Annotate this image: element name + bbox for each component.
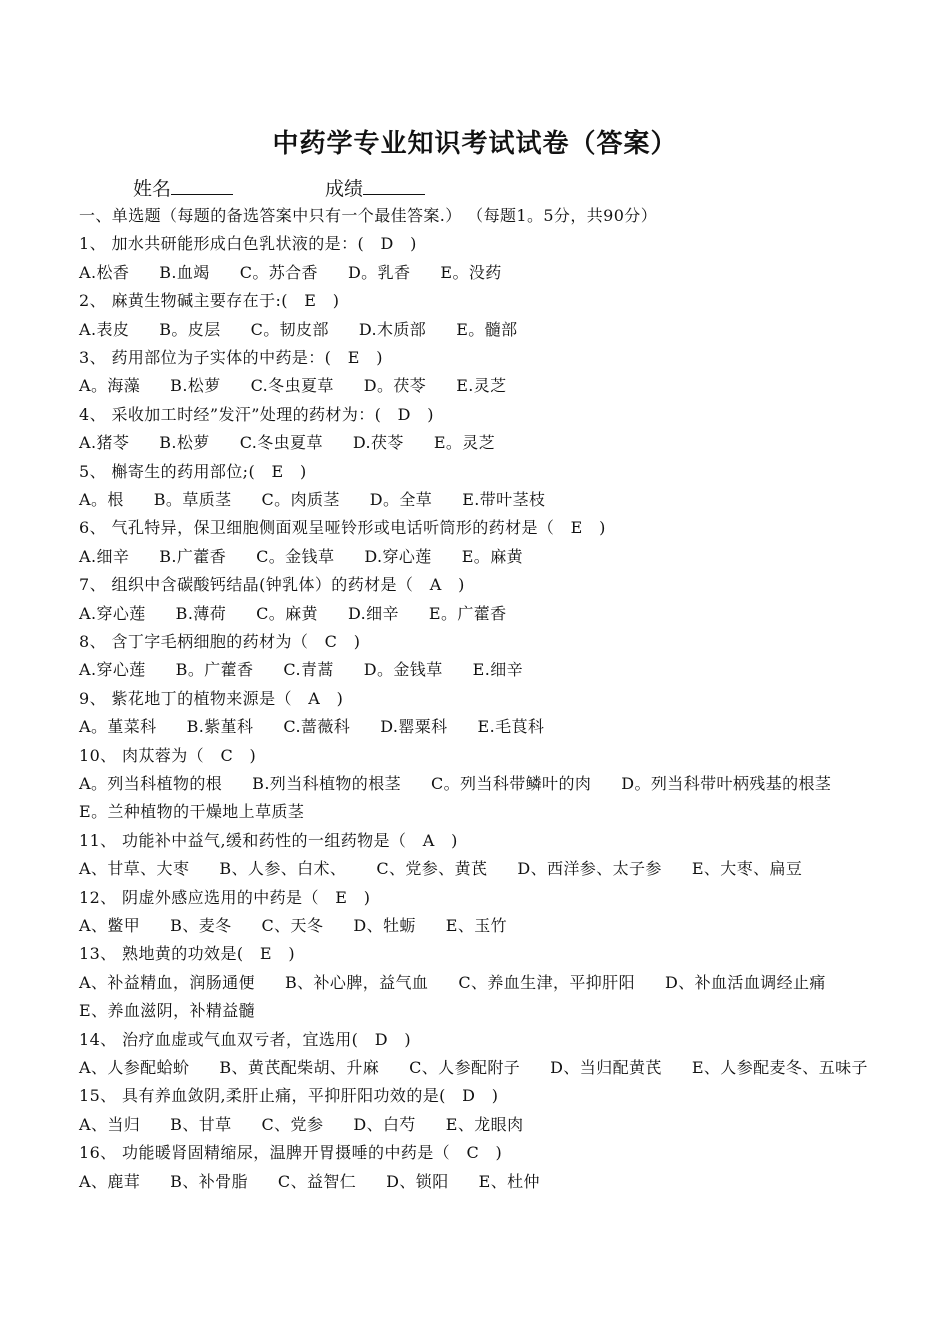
question-text: 3、 药用部位为子实体的中药是：( E ) bbox=[79, 347, 383, 367]
answer-option: D。列当科带叶柄残基的根茎 bbox=[621, 773, 832, 793]
question-text: 8、 含丁字毛柄细胞的药材为（ C ) bbox=[79, 631, 361, 651]
answer-options bbox=[79, 713, 877, 741]
answer-options bbox=[79, 600, 877, 628]
answer-option: A.穿心莲 bbox=[79, 603, 146, 623]
answer-option: C、人参配附子 bbox=[409, 1057, 521, 1077]
answer-option: C.蔷薇科 bbox=[283, 717, 351, 737]
answer-options bbox=[79, 969, 877, 1026]
answer-option: E。广藿香 bbox=[428, 603, 507, 623]
answer-option: D.穿心莲 bbox=[364, 546, 432, 566]
answer-option: C、益智仁 bbox=[277, 1171, 357, 1191]
answer-option: D、白芍 bbox=[353, 1114, 416, 1134]
answer-option: E、玉竹 bbox=[445, 915, 508, 935]
answer-options bbox=[79, 1054, 877, 1082]
answer-option: C、养血生津，平抑肝阳 bbox=[458, 972, 635, 992]
question-text: 7、 组织中含碳酸钙结晶(钟乳体）的药材是（ A ) bbox=[79, 575, 465, 595]
answer-option: A.细辛 bbox=[79, 546, 130, 566]
answer-option: E、大枣、扁豆 bbox=[691, 859, 803, 879]
answer-option: B、补骨脂 bbox=[170, 1171, 248, 1191]
answer-option: C、党参、黄芪 bbox=[376, 859, 488, 879]
answer-option: B.紫堇科 bbox=[186, 717, 254, 737]
answer-option: D.茯苓 bbox=[352, 433, 404, 453]
answer-option: D。茯苓 bbox=[363, 376, 427, 396]
answer-option: B.血竭 bbox=[159, 262, 210, 282]
answer-options bbox=[79, 912, 877, 940]
question-text: 2、 麻黄生物碱主要存在于:( E ) bbox=[79, 291, 340, 311]
answer-option: C。苏合香 bbox=[239, 262, 318, 282]
answer-option: E。麻黄 bbox=[461, 546, 523, 566]
answer-option: E。没药 bbox=[440, 262, 502, 282]
answer-option: A.表皮 bbox=[79, 319, 130, 339]
answer-option: A、鹿茸 bbox=[79, 1171, 141, 1191]
answer-option: C、天冬 bbox=[261, 915, 324, 935]
answer-option: C。韧皮部 bbox=[250, 319, 329, 339]
question-text: 5、 槲寄生的药用部位;( E ) bbox=[79, 461, 307, 481]
answer-options bbox=[79, 543, 877, 571]
question-text: 4、 采收加工时经”发汗”处理的药材为：( D ) bbox=[79, 404, 434, 424]
answer-option: A.猪苓 bbox=[79, 433, 130, 453]
answer-option: A。堇菜科 bbox=[79, 717, 157, 737]
answer-option: D.罂粟科 bbox=[380, 717, 448, 737]
answer-option: B。皮层 bbox=[159, 319, 221, 339]
answer-option: E、养血滋阴，补精益髓 bbox=[79, 1001, 256, 1021]
answer-options bbox=[79, 1111, 877, 1139]
answer-option: B.松萝 bbox=[170, 376, 221, 396]
answer-option: C.冬虫夏草 bbox=[250, 376, 334, 396]
answer-option: B。广藿香 bbox=[175, 660, 254, 680]
name-score-row bbox=[133, 175, 425, 203]
question-list bbox=[79, 202, 877, 1196]
answer-option: A.穿心莲 bbox=[79, 660, 146, 680]
answer-options bbox=[79, 372, 877, 400]
answer-option: D、当归配黄芪 bbox=[550, 1057, 662, 1077]
answer-option: E、龙眼肉 bbox=[445, 1114, 524, 1134]
answer-option: C。列当科带鳞叶的肉 bbox=[431, 773, 592, 793]
answer-option: B。草质茎 bbox=[153, 489, 232, 509]
answer-option: B.广藿香 bbox=[159, 546, 227, 566]
answer-option: A、甘草、大枣 bbox=[79, 859, 190, 879]
answer-options bbox=[79, 259, 877, 287]
answer-option: D。乳香 bbox=[347, 262, 411, 282]
answer-option: C、党参 bbox=[261, 1114, 324, 1134]
answer-option: D。全草 bbox=[369, 489, 433, 509]
answer-option: B、黄芪配柴胡、升麻 bbox=[219, 1057, 380, 1077]
answer-option: E.带叶茎枝 bbox=[462, 489, 546, 509]
answer-option: B、人参、白术、 bbox=[219, 859, 347, 879]
question-text: 1、 加水共研能形成白色乳状液的是：( D ) bbox=[79, 234, 417, 254]
question-text: 15、 具有养血敛阴,柔肝止痛，平抑肝阳功效的是( D ) bbox=[79, 1086, 499, 1106]
answer-option: C.冬虫夏草 bbox=[239, 433, 323, 453]
answer-option: B、甘草 bbox=[170, 1114, 232, 1134]
answer-option: A。海藻 bbox=[79, 376, 141, 396]
answer-option: A。列当科植物的根 bbox=[79, 773, 223, 793]
answer-options bbox=[79, 855, 877, 883]
answer-option: A、补益精血，润肠通便 bbox=[79, 972, 255, 992]
answer-option: B、麦冬 bbox=[170, 915, 232, 935]
question-text: 6、 气孔特异，保卫细胞侧面观呈哑铃形或电话听筒形的药材是（ E ) bbox=[79, 518, 606, 538]
answer-option: E。髓部 bbox=[456, 319, 518, 339]
answer-option: E。灵芝 bbox=[433, 433, 496, 453]
answer-option: D、牡蛎 bbox=[353, 915, 416, 935]
answer-option: C.青蒿 bbox=[283, 660, 334, 680]
answer-option: C。麻黄 bbox=[256, 603, 318, 623]
score-blank[interactable] bbox=[363, 176, 425, 195]
answer-option: E。兰种植物的干燥地上草质茎 bbox=[79, 802, 305, 822]
question-text: 14、 治疗血虚或气血双亏者，宜选用( D ) bbox=[79, 1029, 411, 1049]
answer-option: A.松香 bbox=[79, 262, 130, 282]
answer-option: A、鳖甲 bbox=[79, 915, 141, 935]
answer-option: E.毛茛科 bbox=[477, 717, 545, 737]
answer-option: D、西洋参、太子参 bbox=[517, 859, 662, 879]
name-label: 姓名 bbox=[133, 178, 172, 200]
answer-option: E.细辛 bbox=[472, 660, 523, 680]
answer-option: D.木质部 bbox=[358, 319, 427, 339]
answer-option: C。金钱草 bbox=[256, 546, 335, 566]
section-heading: 一、单选题（每题的备选答案中只有一个最佳答案.） （每题1。5分，共90分） bbox=[79, 206, 658, 225]
page-title: 中药学专业知识考试试卷（答案） bbox=[272, 129, 678, 159]
answer-option: A、当归 bbox=[79, 1114, 141, 1134]
answer-options bbox=[79, 486, 877, 514]
answer-option: A、人参配蛤蚧 bbox=[79, 1057, 190, 1077]
answer-option: B、补心脾，益气血 bbox=[284, 972, 429, 992]
answer-option: D.细辛 bbox=[347, 603, 399, 623]
answer-option: B.松萝 bbox=[159, 433, 210, 453]
answer-option: D、锁阳 bbox=[386, 1171, 449, 1191]
answer-options bbox=[79, 656, 877, 684]
answer-option: E、人参配麦冬、五味子 bbox=[691, 1057, 868, 1077]
answer-option: A。根 bbox=[79, 489, 124, 509]
answer-options bbox=[79, 316, 877, 344]
score-label: 成绩 bbox=[325, 178, 364, 200]
name-blank[interactable] bbox=[171, 176, 233, 195]
question-text: 16、 功能暖肾固精缩尿，温脾开胃摄唾的中药是（ C ) bbox=[79, 1143, 503, 1163]
answer-option: B.薄荷 bbox=[175, 603, 227, 623]
question-text: 12、 阴虚外感应选用的中药是（ E ) bbox=[79, 887, 371, 907]
question-text: 10、 肉苁蓉为（ C ) bbox=[79, 745, 257, 765]
answer-option: D。金钱草 bbox=[363, 660, 443, 680]
answer-options bbox=[79, 770, 877, 827]
answer-option: B.列当科植物的根茎 bbox=[252, 773, 402, 793]
answer-option: E.灵芝 bbox=[456, 376, 507, 396]
answer-options bbox=[79, 429, 877, 457]
answer-option: D、补血活血调经止痛 bbox=[664, 972, 826, 992]
answer-options bbox=[79, 1168, 877, 1196]
answer-option: C。肉质茎 bbox=[261, 489, 340, 509]
answer-option: E、杜仲 bbox=[478, 1171, 540, 1191]
question-text: 11、 功能补中益气,缓和药性的一组药物是（ A ) bbox=[79, 830, 458, 850]
question-text: 9、 紫花地丁的植物来源是（ A ) bbox=[79, 688, 344, 708]
question-text: 13、 熟地黄的功效是( E ) bbox=[79, 944, 296, 964]
